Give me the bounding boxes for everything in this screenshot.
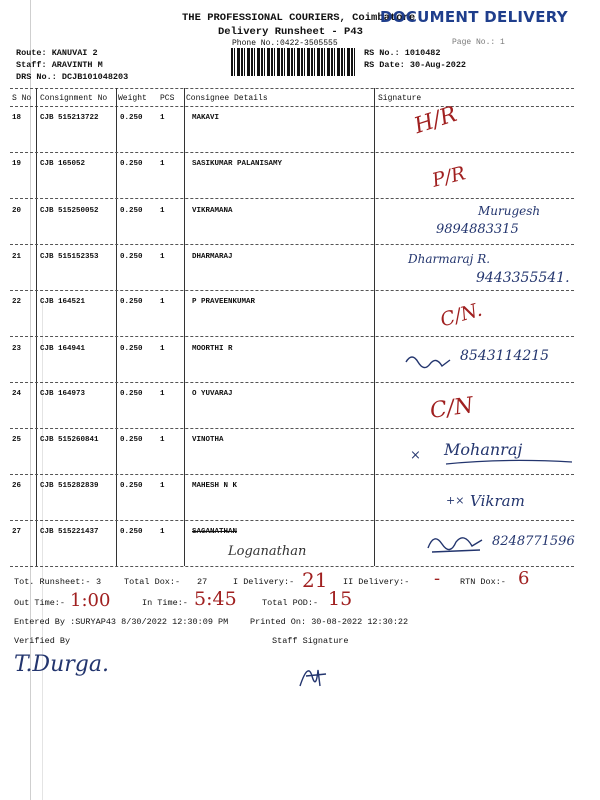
row-weight: 0.250 <box>120 390 143 398</box>
rs-number: RS No.: 1010482 <box>364 48 441 58</box>
row-sno: 24 <box>12 390 22 398</box>
handwritten-phone: 9894883315 <box>436 222 519 237</box>
row-consignment: CJB 165052 <box>40 160 86 168</box>
row-divider <box>10 382 574 383</box>
row-pcs: 1 <box>160 528 165 536</box>
handwritten-note: Loganathan <box>228 544 307 559</box>
staff-signature <box>296 660 330 690</box>
column-rule <box>116 88 117 566</box>
company-name: THE PROFESSIONAL COURIERS, Coimbatore <box>182 12 416 24</box>
row-pcs: 1 <box>160 436 165 444</box>
verified-by-label: Verified By <box>14 636 71 646</box>
row-consignment: CJB 164521 <box>40 298 86 306</box>
row-consignee: O YUVARAJ <box>192 390 233 398</box>
row-sno: 22 <box>12 298 22 306</box>
row-pcs: 1 <box>160 482 165 490</box>
row-sno: 20 <box>12 207 22 215</box>
signature-underline <box>444 456 574 468</box>
route: Route: KANUVAI 2 <box>16 48 98 58</box>
row-consignee: VINOTHA <box>192 436 224 444</box>
out-time-value: 1:00 <box>70 590 111 611</box>
staff-signature-label: Staff Signature <box>272 636 349 646</box>
in-time-value: 5:45 <box>194 588 237 610</box>
column-rule <box>184 88 185 566</box>
row-consignment: CJB 515260841 <box>40 436 99 444</box>
runsheet-title: Delivery Runsheet - P43 <box>218 26 363 38</box>
rtn-dox-label: RTN Dox:- <box>460 577 506 587</box>
row-consignee: P PRAVEENKUMAR <box>192 298 256 306</box>
row-divider <box>10 198 574 199</box>
rs-date: RS Date: 30-Aug-2022 <box>364 60 467 70</box>
total-dox-label: Total Dox:- <box>124 577 181 587</box>
column-rule <box>36 88 37 566</box>
row-sno: 27 <box>12 528 22 536</box>
column-rule <box>374 88 375 566</box>
row-sno: 26 <box>12 482 22 490</box>
row-weight: 0.250 <box>120 436 143 444</box>
handwritten-signature: Murugesh <box>478 204 541 218</box>
row-sno: 18 <box>12 114 22 122</box>
handwritten-phone: 8543114215 <box>460 348 550 364</box>
handwritten-signature: Dharmaraj R. <box>408 252 491 266</box>
divider <box>10 88 574 89</box>
row-weight: 0.250 <box>120 482 143 490</box>
row-consignee: MOORTHI R <box>192 345 233 353</box>
handwritten-remark: C/N. <box>437 298 485 332</box>
handwritten-remark: C/N <box>428 393 476 424</box>
row-consignment: CJB 515152353 <box>40 253 99 261</box>
fold-line <box>42 300 43 800</box>
row-consignee: MAKAVI <box>192 114 220 122</box>
phone-number: Phone No.:0422-3505555 <box>232 39 338 48</box>
row-weight: 0.250 <box>120 528 143 536</box>
out-time-label: Out Time:- <box>14 598 66 608</box>
row-consignee: SASIKUMAR PALANISAMY <box>192 160 283 168</box>
rtn-dox-value: 6 <box>518 568 530 589</box>
row-sno: 21 <box>12 253 22 261</box>
row-divider <box>10 244 574 245</box>
verifier-signature: T.Durga. <box>14 652 109 677</box>
row-consignee: DHARMARAJ <box>192 253 233 261</box>
tot-runsheet-label: Tot. Runsheet:- <box>14 577 91 587</box>
handwritten-signature: Vikram <box>470 492 525 510</box>
row-consignment: CJB 515221437 <box>40 528 99 536</box>
row-pcs: 1 <box>160 298 165 306</box>
row-consignee: VIKRAMANA <box>192 207 233 215</box>
total-pod-label: Total POD:- <box>262 598 319 608</box>
col-sno: S No <box>12 94 32 103</box>
page-number: Page No.: 1 <box>452 38 505 47</box>
tot-runsheet-value: 3 <box>96 577 102 587</box>
row-weight: 0.250 <box>120 345 143 353</box>
printed-on: Printed On: 30-08-2022 12:30:22 <box>250 617 409 627</box>
col-weight: Weight <box>118 94 147 103</box>
row-sno: 19 <box>12 160 22 168</box>
row-sno: 25 <box>12 436 22 444</box>
row-consignment: CJB 515282839 <box>40 482 99 490</box>
row-divider <box>10 520 574 521</box>
barcode <box>231 48 357 76</box>
col-pcs: PCS <box>160 94 175 103</box>
row-divider <box>10 428 574 429</box>
fold-line <box>30 0 31 800</box>
row-pcs: 1 <box>160 253 165 261</box>
row-divider <box>10 336 574 337</box>
handwritten-signature <box>424 528 484 556</box>
ii-delivery-value: - <box>434 568 441 589</box>
row-pcs: 1 <box>160 207 165 215</box>
handwritten-mark: × <box>410 448 421 463</box>
row-sno: 23 <box>12 345 22 353</box>
handwritten-signature: Mohanraj <box>444 440 523 459</box>
row-weight: 0.250 <box>120 207 143 215</box>
handwritten-signature <box>404 352 454 372</box>
drs-number: DRS No.: DCJB101048203 <box>16 72 129 82</box>
row-weight: 0.250 <box>120 160 143 168</box>
row-consignee: SAGANATHAN <box>192 528 238 536</box>
row-divider <box>10 566 574 567</box>
i-delivery-value: 21 <box>302 568 328 592</box>
row-consignment: CJB 515213722 <box>40 114 99 122</box>
i-delivery-label: I Delivery:- <box>233 577 295 587</box>
row-divider <box>10 474 574 475</box>
total-pod-value: 15 <box>328 588 353 610</box>
row-pcs: 1 <box>160 345 165 353</box>
row-weight: 0.250 <box>120 114 143 122</box>
handwritten-remark: H/R <box>411 101 460 140</box>
col-consignment: Consignment No <box>40 94 108 103</box>
row-pcs: 1 <box>160 160 165 168</box>
ii-delivery-label: II Delivery:- <box>343 577 410 587</box>
in-time-label: In Time:- <box>142 598 188 608</box>
row-consignment: CJB 164941 <box>40 345 86 353</box>
row-pcs: 1 <box>160 390 165 398</box>
row-divider <box>10 290 574 291</box>
col-consignee: Consignee Details <box>186 94 268 103</box>
handwritten-mark: +× <box>446 494 465 507</box>
staff: Staff: ARAVINTH M <box>16 60 103 70</box>
row-pcs: 1 <box>160 114 165 122</box>
row-weight: 0.250 <box>120 298 143 306</box>
row-consignment: CJB 515250052 <box>40 207 99 215</box>
handwritten-remark: P/R <box>429 162 468 192</box>
handwritten-phone: 8248771596 <box>492 534 575 549</box>
document-delivery-stamp: DOCUMENT DELIVERY <box>380 8 568 26</box>
row-consignee: MAHESH N K <box>192 482 238 490</box>
row-consignment: CJB 164973 <box>40 390 86 398</box>
row-weight: 0.250 <box>120 253 143 261</box>
row-divider <box>10 152 574 153</box>
handwritten-phone: 9443355541. <box>476 270 570 286</box>
entered-by: Entered By :SURYAP43 8/30/2022 12:30:09 PM <box>14 617 229 627</box>
total-dox-value: 27 <box>197 577 208 587</box>
divider <box>10 106 574 107</box>
col-signature: Signature <box>378 94 422 103</box>
